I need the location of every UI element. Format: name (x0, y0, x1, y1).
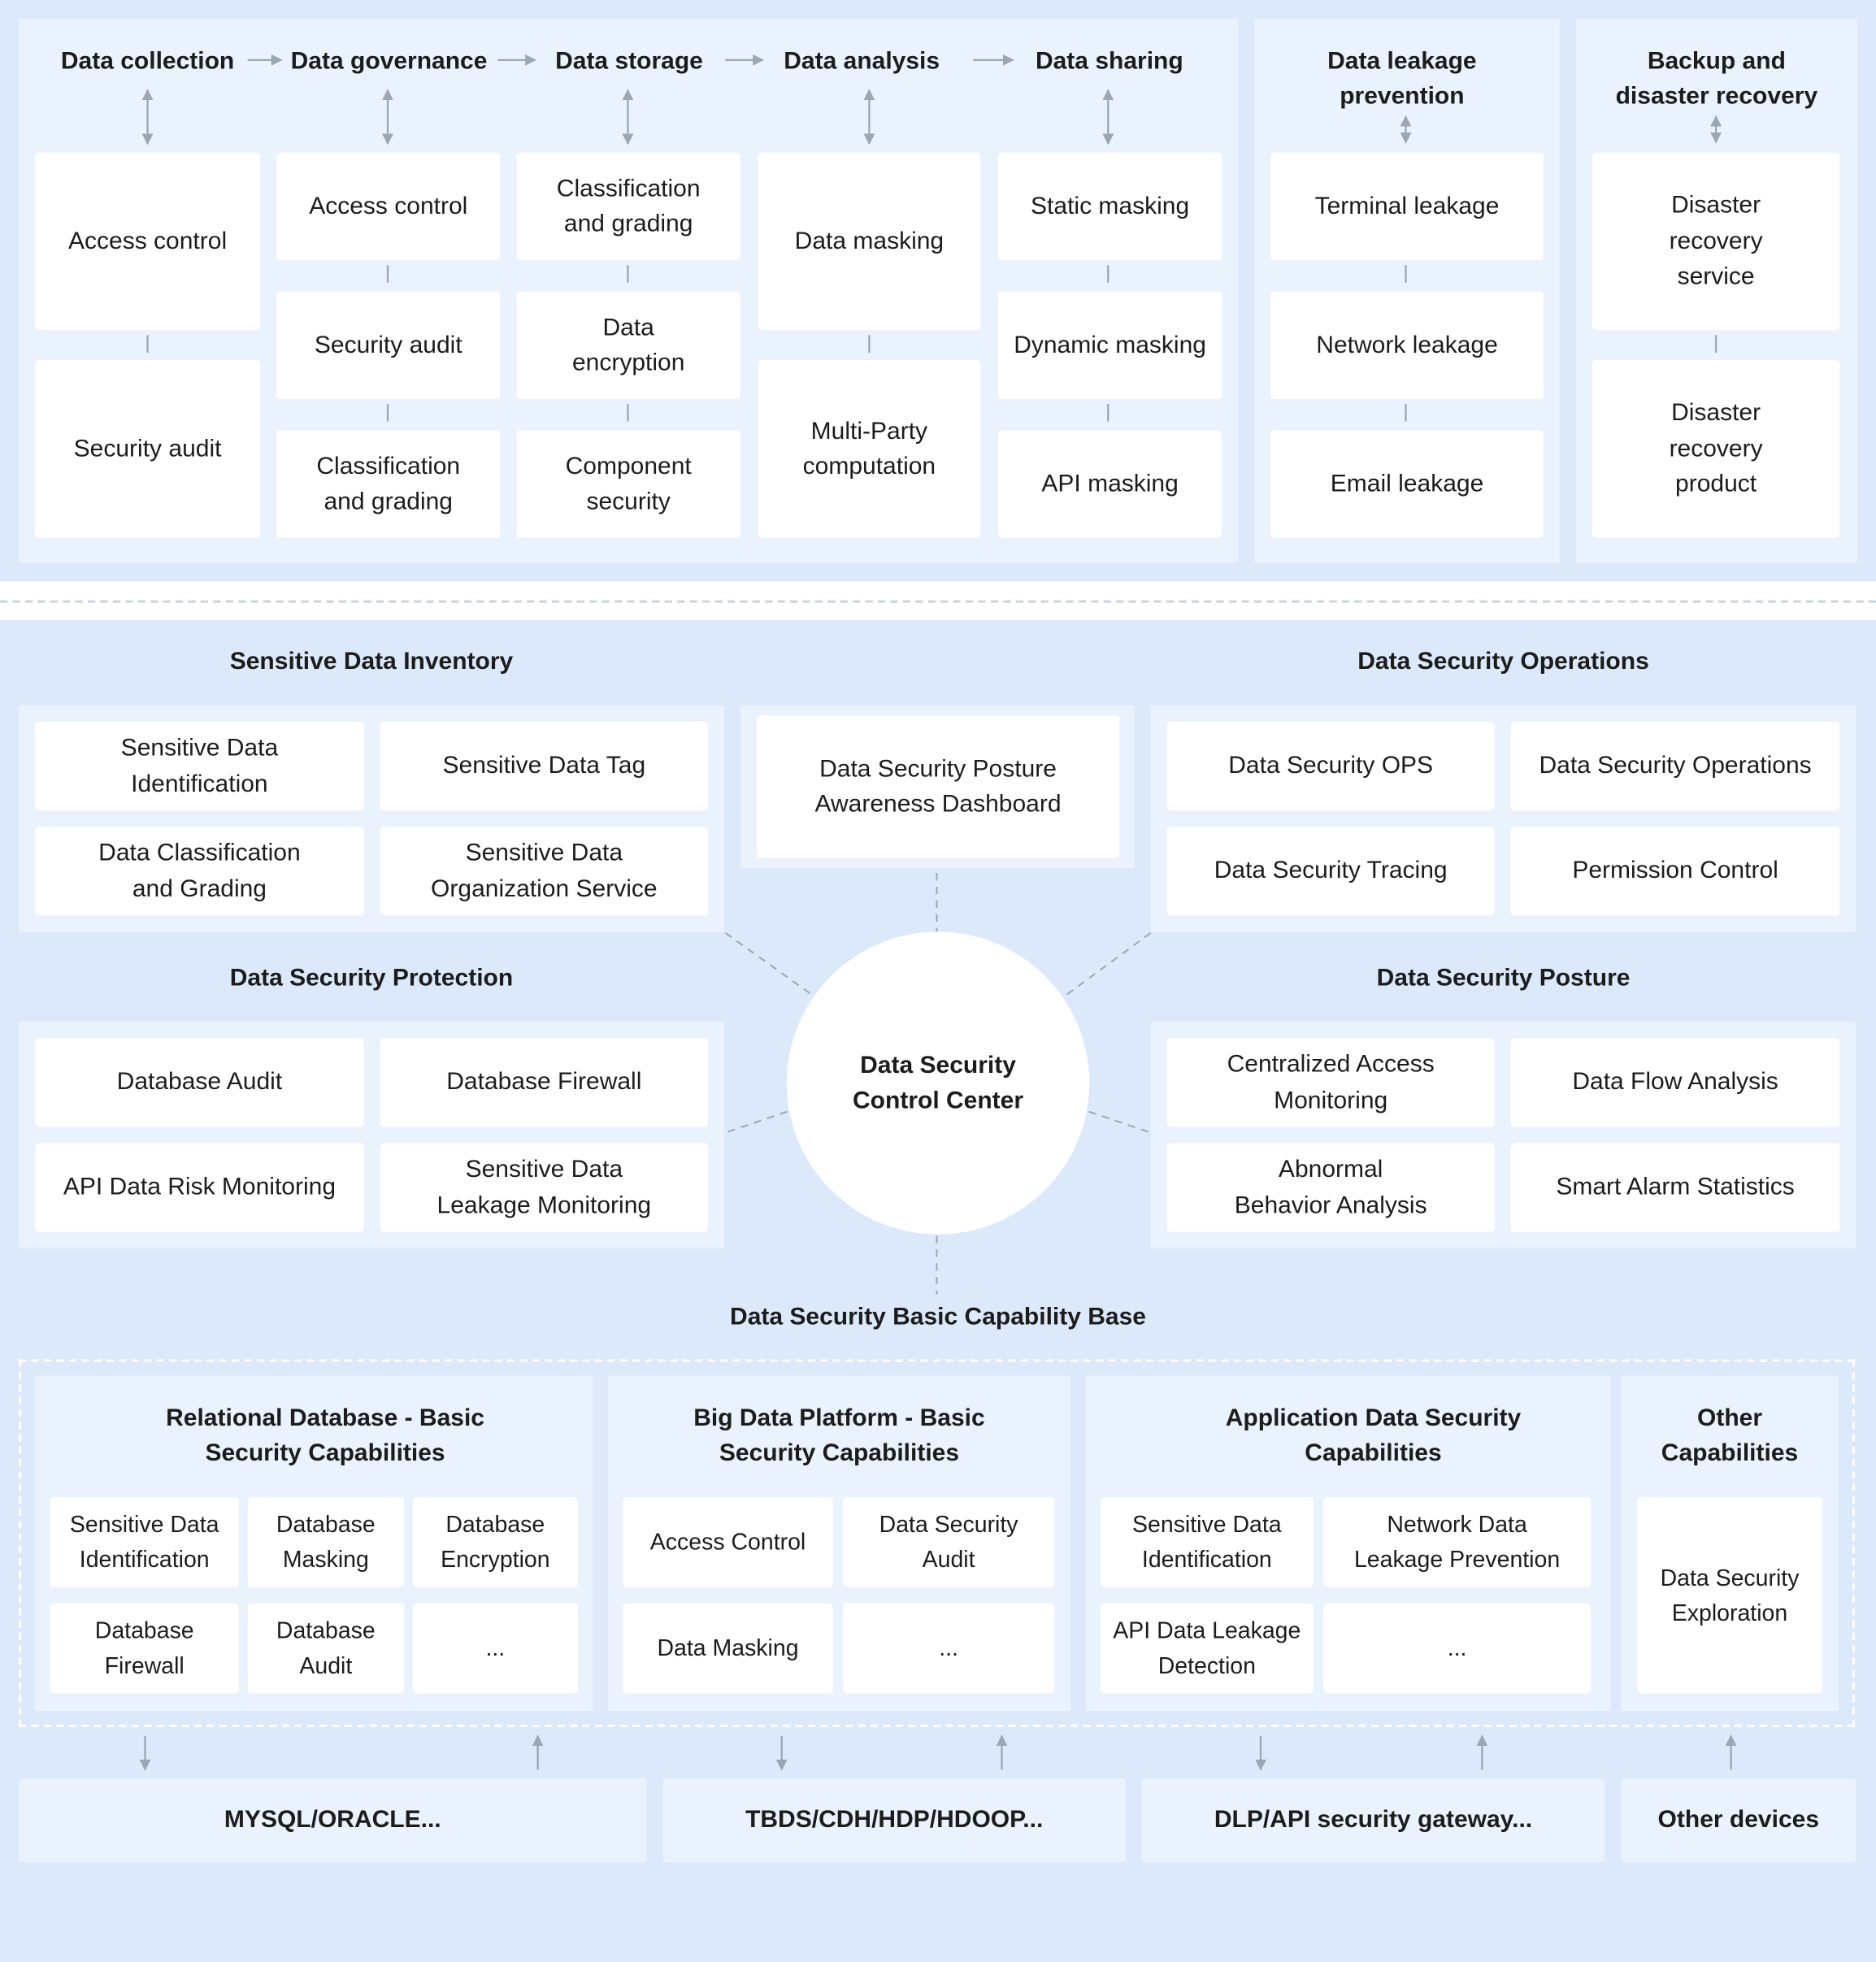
source-relational: MYSQL/ORACLE... (19, 1778, 646, 1862)
relational-item: ... (413, 1604, 578, 1694)
posture-item: Smart Alarm Statistics (1511, 1143, 1840, 1231)
bigdata-item: ... (843, 1604, 1054, 1694)
inventory-item: Sensitive Data Tag (380, 722, 708, 810)
leakage-terminal: Terminal leakage (1270, 153, 1543, 260)
other-header: Other Capabilities (1661, 1404, 1799, 1467)
governance-access-control: Access control (276, 153, 500, 260)
source-bigdata: TBDS/CDH/HDP/HDOOP... (663, 1778, 1126, 1862)
leakage-header: Data leakage prevention (1327, 46, 1477, 111)
application-item: Sensitive Data Identification (1101, 1497, 1314, 1587)
stage-header-sharing: Data sharing (1035, 47, 1183, 75)
application-item: Network Data Leakage Prevention (1323, 1497, 1591, 1587)
operations-header: Data Security Operations (1357, 647, 1649, 675)
collection-security-audit: Security audit (35, 360, 260, 537)
governance-security-audit: Security audit (276, 292, 500, 399)
sharing-dynamic-masking: Dynamic masking (998, 292, 1222, 399)
operations-item: Data Security OPS (1167, 722, 1495, 810)
posture-item: Abnormal Behavior Analysis (1167, 1143, 1495, 1231)
bigdata-item: Data Security Audit (843, 1497, 1054, 1587)
protection-item: API Data Risk Monitoring (35, 1143, 364, 1231)
bigdata-header: Big Data Platform - Basic Security Capabilities (693, 1404, 985, 1467)
spoke-line (1086, 1110, 1149, 1131)
application-item: API Data Leakage Detection (1101, 1604, 1314, 1694)
posture-header: Data Security Posture (1376, 963, 1631, 992)
application-item: ... (1323, 1604, 1591, 1694)
relational-item: Database Audit (248, 1604, 404, 1694)
relational-item: Database Encryption (413, 1497, 578, 1587)
stage-header-analysis: Data analysis (784, 47, 940, 75)
source-application: DLP/API security gateway... (1142, 1778, 1605, 1862)
spoke-line (1066, 933, 1151, 996)
inventory-item: Data Classification and Grading (35, 827, 364, 915)
stage-header-storage: Data storage (555, 47, 703, 75)
inventory-header: Sensitive Data Inventory (229, 647, 514, 675)
capability-base-header: Data Security Basic Capability Base (730, 1302, 1147, 1330)
storage-encryption: Data encryption (516, 292, 740, 399)
stage-header-governance: Data governance (290, 47, 488, 75)
bigdata-item: Data Masking (623, 1604, 833, 1694)
sharing-static-masking: Static masking (998, 153, 1222, 260)
governance-classification: Classification and grading (276, 430, 500, 537)
analysis-mpc: Multi-Party computation (758, 360, 980, 537)
backup-header: Backup and disaster recovery (1615, 46, 1818, 111)
backup-dr-product: Disaster recovery product (1592, 360, 1840, 537)
leakage-network: Network leakage (1270, 292, 1543, 399)
analysis-data-masking: Data masking (758, 153, 980, 330)
relational-item: Sensitive Data Identification (50, 1497, 239, 1587)
spoke-line (725, 933, 813, 996)
relational-item: Database Firewall (50, 1604, 239, 1694)
operations-item: Data Security Operations (1511, 722, 1840, 810)
protection-item: Database Audit (35, 1038, 364, 1126)
leakage-email: Email leakage (1270, 430, 1543, 537)
stage-header-collection: Data collection (60, 47, 235, 75)
collection-access-control: Access control (35, 153, 260, 330)
posture-item: Data Flow Analysis (1511, 1038, 1840, 1126)
inventory-item: Sensitive Data Organization Service (380, 827, 708, 915)
other-item: Data Security Exploration (1637, 1497, 1822, 1694)
control-center-circle: Data Security Control Center (787, 931, 1089, 1234)
protection-item: Sensitive Data Leakage Monitoring (380, 1143, 708, 1231)
storage-classification: Classification and grading (516, 153, 740, 260)
posture-item: Centralized Access Monitoring (1167, 1038, 1495, 1126)
protection-header: Data Security Protection (229, 963, 514, 992)
inventory-item: Sensitive Data Identification (35, 722, 364, 810)
operations-item: Data Security Tracing (1167, 827, 1495, 915)
storage-component-security: Component security (516, 430, 740, 537)
relational-header: Relational Database - Basic Security Capabilities (166, 1404, 485, 1467)
sharing-api-masking: API masking (998, 430, 1222, 537)
protection-item: Database Firewall (380, 1038, 708, 1126)
spoke-line (728, 1110, 791, 1131)
source-other: Other devices (1621, 1778, 1856, 1862)
operations-item: Permission Control (1511, 827, 1840, 915)
posture-dashboard: Data Security Posture Awareness Dashboard (757, 715, 1119, 857)
bigdata-item: Access Control (623, 1497, 833, 1587)
relational-item: Database Masking (248, 1497, 404, 1587)
backup-dr-service: Disaster recovery service (1592, 153, 1840, 330)
application-header: Application Data Security Capabilities (1225, 1404, 1522, 1467)
